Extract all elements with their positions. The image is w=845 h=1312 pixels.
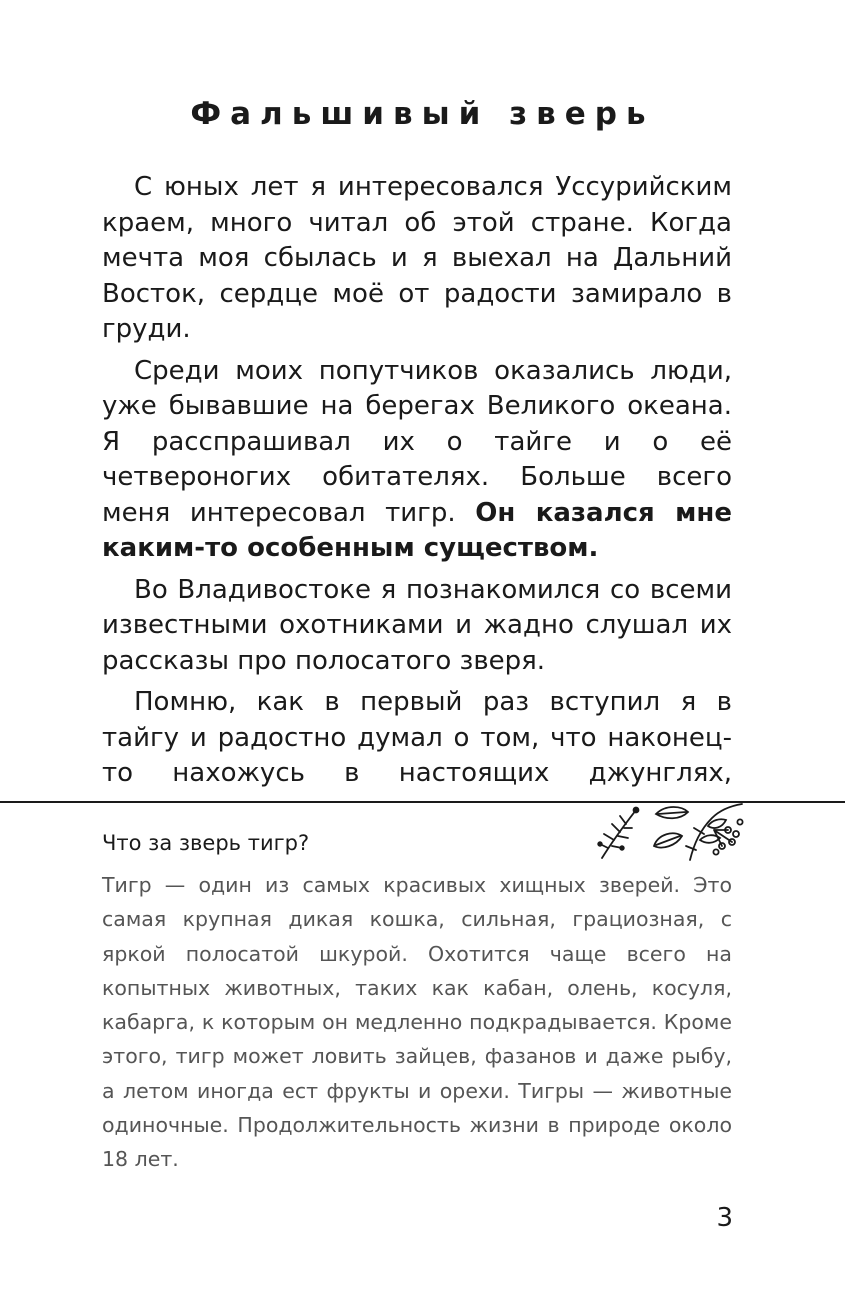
page-number: 3 — [716, 1203, 733, 1233]
story-text — [102, 170, 732, 792]
page-title: Фальшивый зверь — [190, 96, 655, 132]
note-heading: Что за зверь тигр? — [102, 831, 310, 855]
plant-branches-icon — [596, 800, 748, 862]
story-emphasis: Он казался мне каким-то особенным существом. — [102, 497, 733, 563]
story-paragraph: Помню, как в первый раз вступил я в тайгу и радостно думал о том, что наконец-то нахожусь в настоящих джунглях, — [102, 687, 732, 788]
story-paragraph: Во Владивостоке я познакомился со всеми известными охотниками и жадно слушал их рассказы про полосатого зверя. — [102, 574, 732, 676]
story-paragraph: С юных лет я интересовался Уссурийским краем, много читал об этой стране. Когда мечта моя сбылась и я выехал на Дальний Восток, сердце моё от радости замирало в груди. — [102, 172, 732, 344]
story-paragraph-text: Среди моих попутчиков оказались люди, уже бывавшие на берегах Великого океана. Я расспрашивал их о тайге и о её четвероногих обитателях. Больше всего меня интересовал тигр. — [102, 355, 732, 528]
story-paragraph — [102, 354, 732, 567]
note-body: Тигр — один из самых красивых хищных зверей. Это самая крупная дикая кошка, сильная, грациозная, с яркой полосатой шкурой. Охотится чаще всего на копытных животных, таких как кабан, олень, косуля, кабарга, к которым он медленно подкрадывается. Кроме этого, тигр может ловить зайцев, фазанов и даже рыбу, а летом иногда ест фрукты и орехи. Тигры — животные одиночные. Продолжительность жизни в природе около 18 лет. — [102, 873, 732, 1172]
